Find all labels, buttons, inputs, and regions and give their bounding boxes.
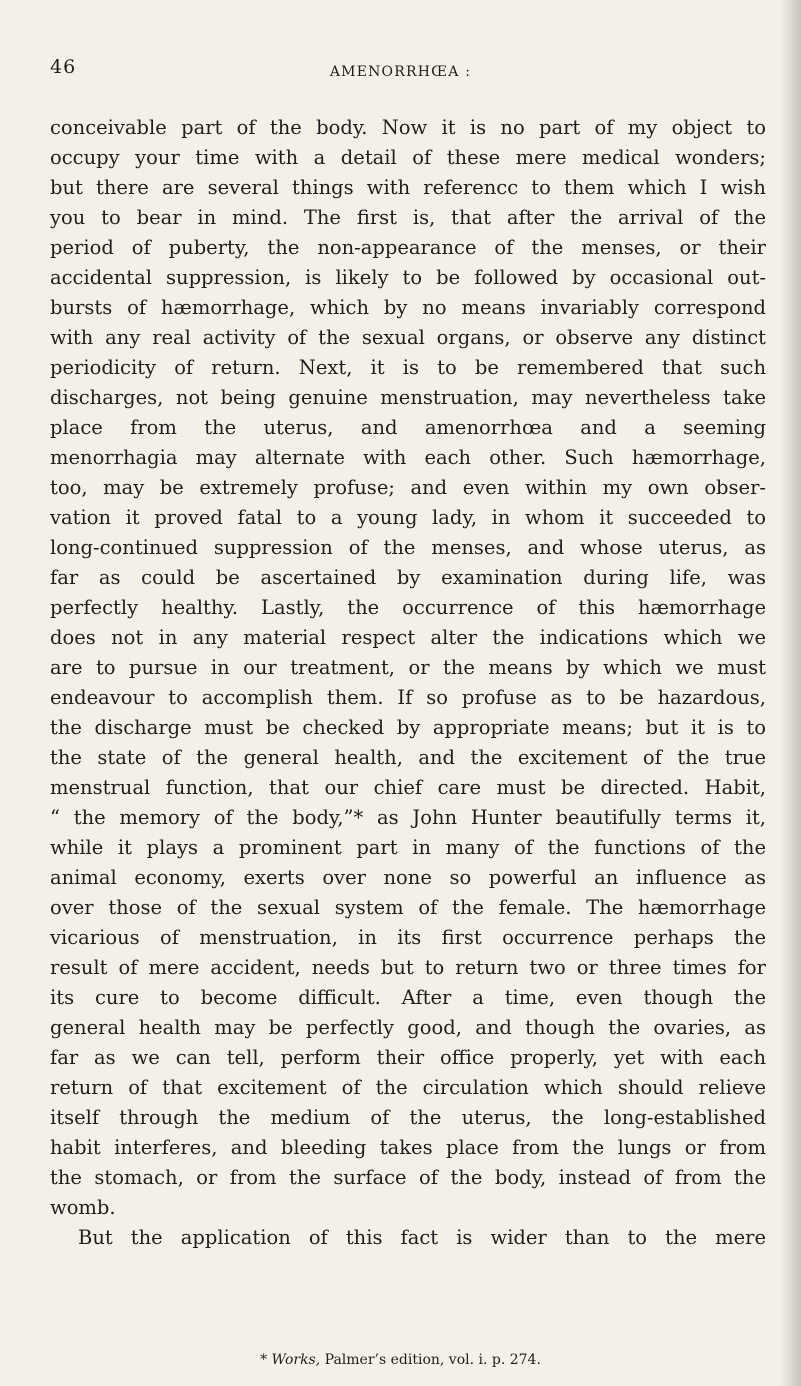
body-text: [50, 113, 766, 1253]
text-line: menstrual function, that our chief care must be directed. Habit,: [50, 776, 766, 799]
text-line: while it plays a prominent part in many of the functions of the: [50, 836, 766, 859]
footnote-marker: *: [260, 1352, 268, 1368]
text-line: you to bear in mind. The first is, that after the arrival of the: [50, 206, 766, 229]
text-line: the stomach, or from the surface of the body, instead of from the: [50, 1166, 766, 1189]
text-line: conceivable part of the body. Now it is no part of my object to: [50, 116, 766, 139]
text-line: occupy your time with a detail of these mere medical wonders;: [50, 146, 766, 169]
text-line: accidental suppression, is likely to be followed by occasional out-: [50, 266, 766, 289]
text-line: perfectly healthy. Lastly, the occurrence of this hæmorrhage: [50, 596, 766, 619]
running-head: AMENORRHŒA :: [329, 64, 472, 80]
paragraph-start-line: But the application of this fact is wider than to the mere: [78, 1226, 766, 1249]
text-line: animal economy, exerts over none so powerful an influence as: [50, 866, 766, 889]
text-line: result of mere accident, needs but to return two or three times for: [50, 956, 766, 979]
page-edge-shadow: [779, 0, 801, 1386]
text-line: too, may be extremely profuse; and even within my own obser-: [50, 476, 766, 499]
text-line: the discharge must be checked by appropriate means; but it is to: [50, 716, 766, 739]
text-line: vation it proved fatal to a young lady, in whom it succeeded to: [50, 506, 766, 529]
text-line: place from the uterus, and amenorrhœa and a seeming: [50, 416, 766, 439]
text-line: over those of the sexual system of the female. The hæmorrhage: [50, 896, 766, 919]
text-line: but there are several things with referencc to them which I wish: [50, 176, 766, 199]
footnote-work-title: Works,: [271, 1352, 321, 1368]
text-line: discharges, not being genuine menstruation, may nevertheless take: [50, 386, 766, 409]
text-line: far as could be ascertained by examination during life, was: [50, 566, 766, 589]
footnote-citation: Palmer’s edition, vol. i. p. 274.: [324, 1352, 541, 1368]
text-line: with any real activity of the sexual organs, or observe any distinct: [50, 326, 766, 349]
text-line: its cure to become difficult. After a time, even though the: [50, 986, 766, 1009]
text-line: far as we can tell, perform their office properly, yet with each: [50, 1046, 766, 1069]
page-number: 46: [50, 56, 77, 78]
text-line: menorrhagia may alternate with each other. Such hæmorrhage,: [50, 446, 766, 469]
text-line: the state of the general health, and the excitement of the true: [50, 746, 766, 769]
text-line: are to pursue in our treatment, or the means by which we must: [50, 656, 766, 679]
paragraph-end-line: womb.: [50, 1196, 116, 1219]
text-line: period of puberty, the non-appearance of the menses, or their: [50, 236, 766, 259]
text-line: periodicity of return. Next, it is to be remembered that such: [50, 356, 766, 379]
text-line: bursts of hæmorrhage, which by no means invariably correspond: [50, 296, 766, 319]
text-line: endeavour to accomplish them. If so profuse as to be hazardous,: [50, 686, 766, 709]
footnote: [0, 1352, 801, 1368]
text-line: general health may be perfectly good, and though the ovaries, as: [50, 1016, 766, 1039]
text-line: does not in any material respect alter the indications which we: [50, 626, 766, 649]
text-line: vicarious of menstruation, in its first occurrence perhaps the: [50, 926, 766, 949]
text-line: “ the memory of the body,”* as John Hunter beautifully terms it,: [50, 806, 766, 829]
text-line: habit interferes, and bleeding takes place from the lungs or from: [50, 1136, 766, 1159]
text-line: itself through the medium of the uterus, the long-established: [50, 1106, 766, 1129]
text-line: long-continued suppression of the menses, and whose uterus, as: [50, 536, 766, 559]
text-line: return of that excitement of the circulation which should relieve: [50, 1076, 766, 1099]
